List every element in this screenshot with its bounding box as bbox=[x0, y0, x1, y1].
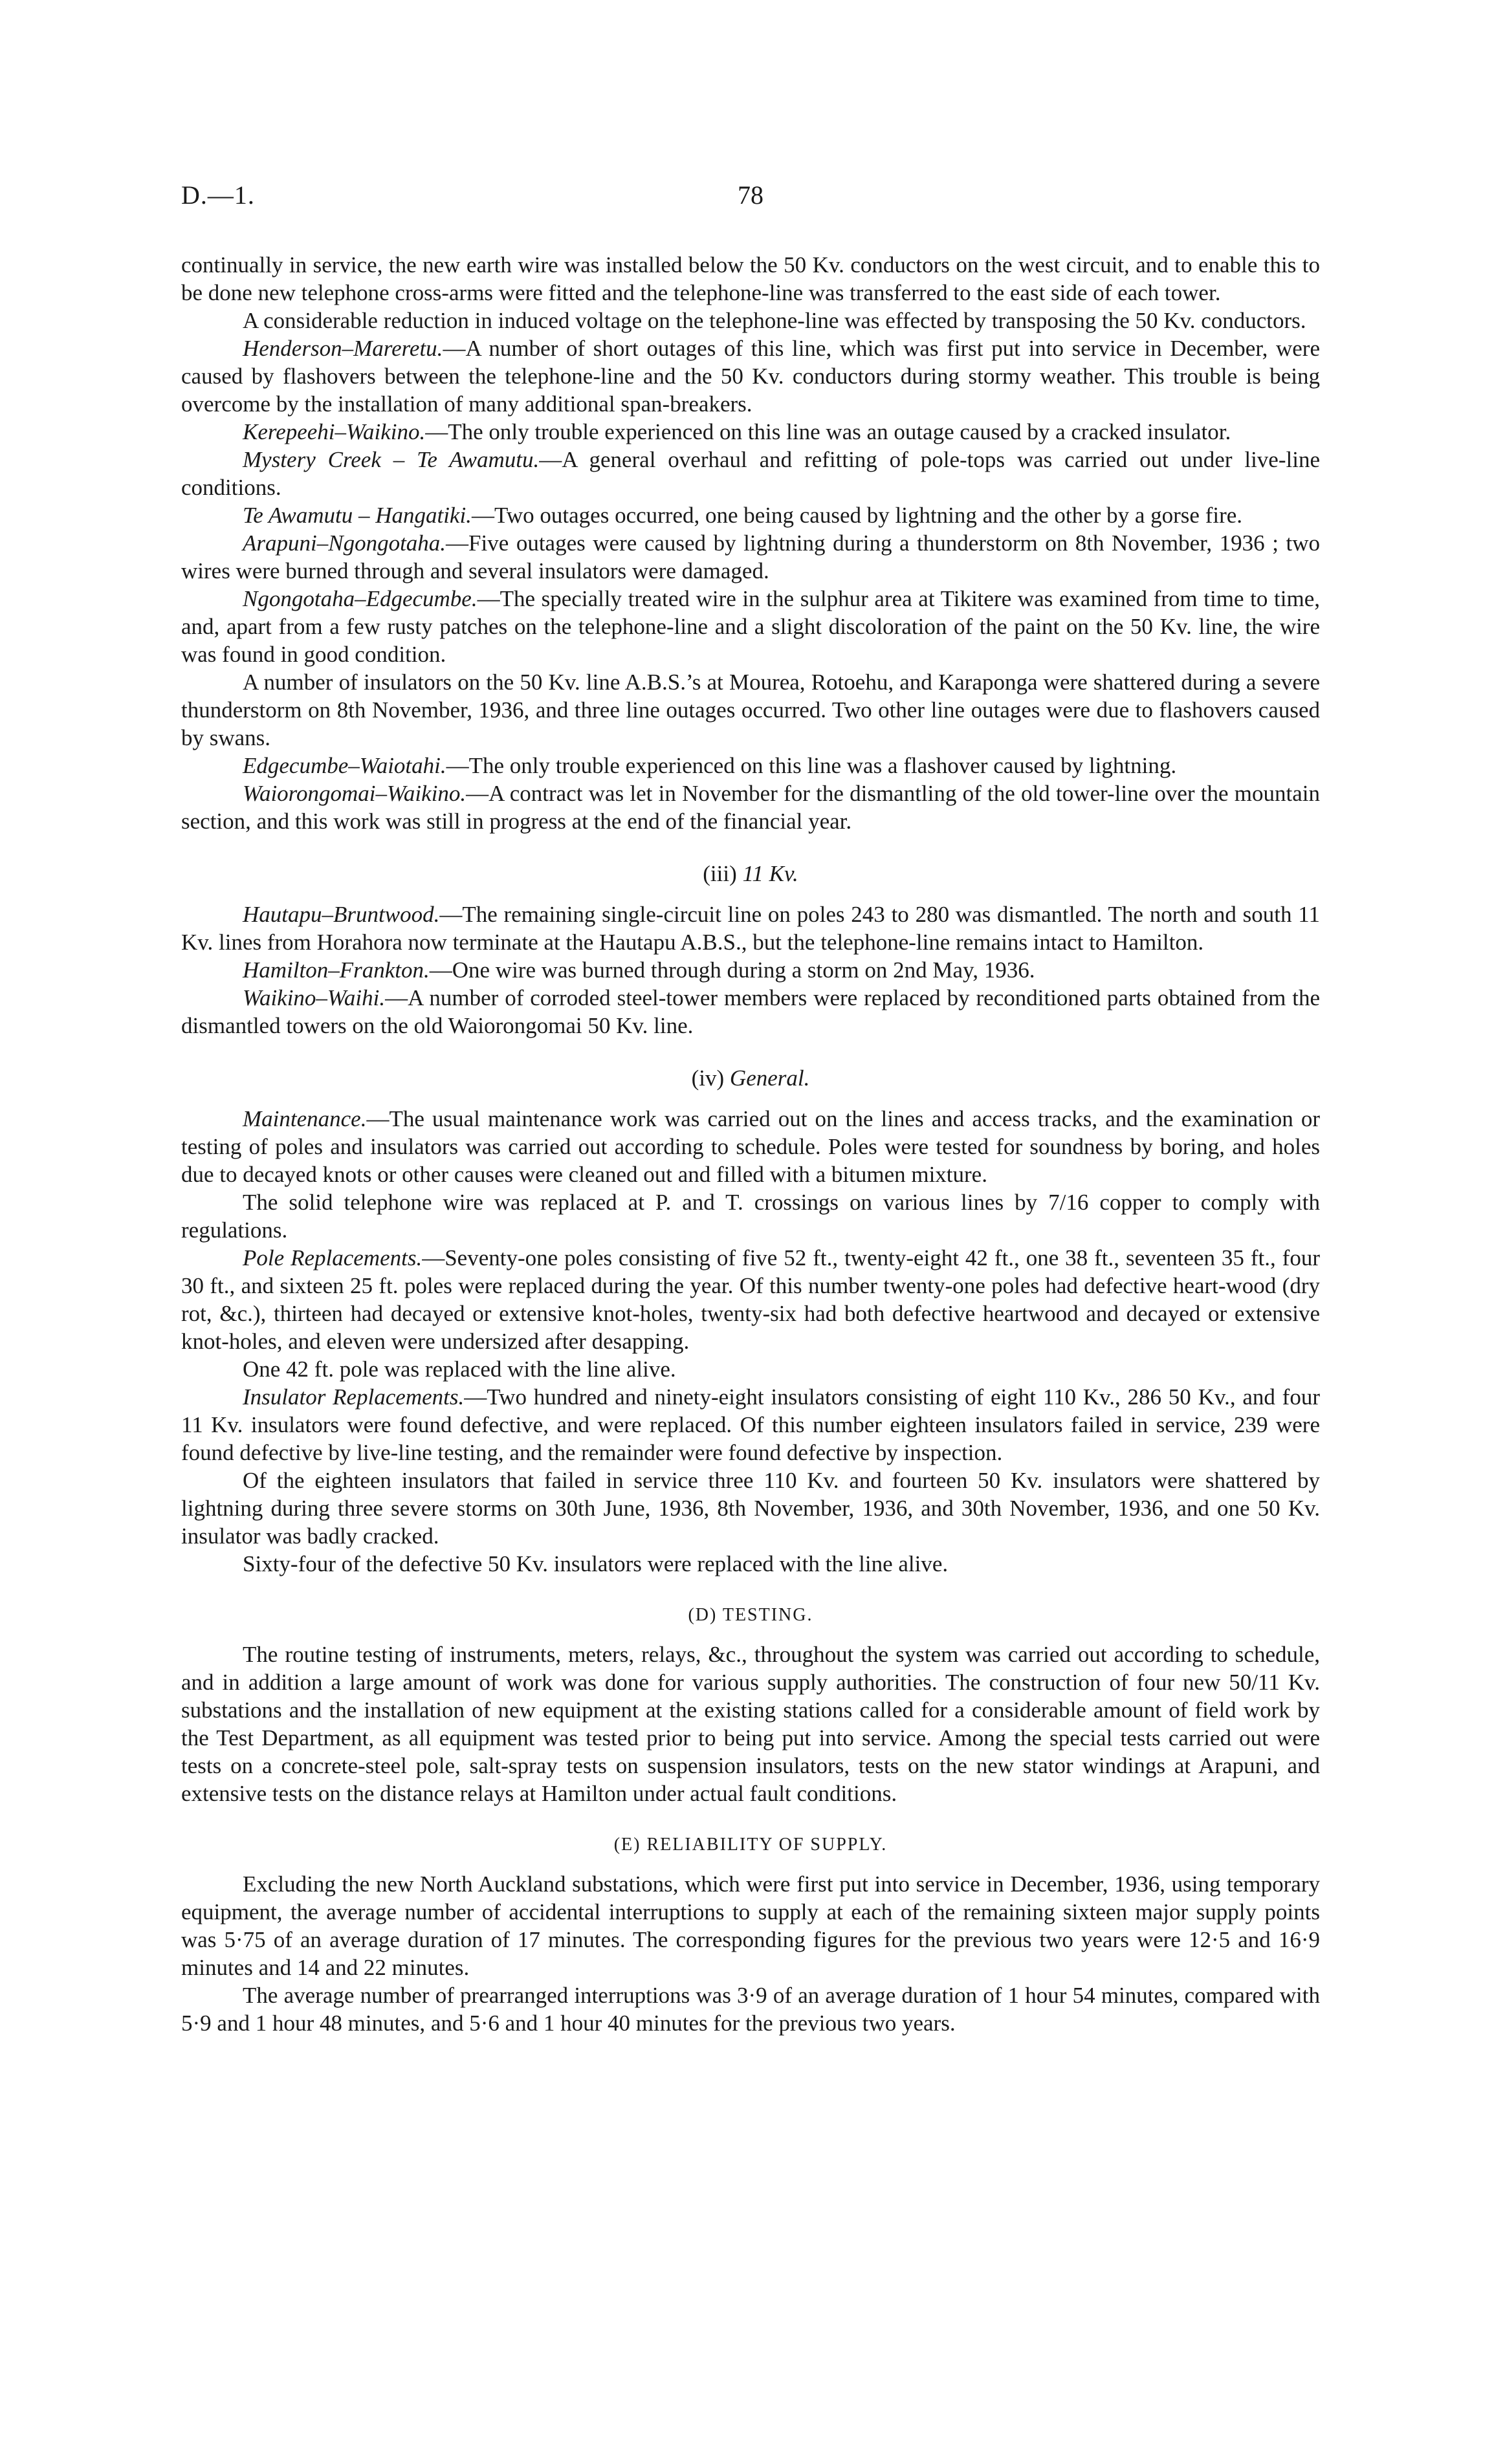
paragraph: The solid telephone wire was replaced at P. and T. crossings on various lines by 7/16 copper to comply with regulations. bbox=[181, 1190, 1320, 1243]
section-number: (iv) bbox=[691, 1065, 725, 1091]
paragraph: A number of insulators on the 50 Kv. line A.B.S.’s at Mourea, Rotoehu, and Karaponga were shattered during a severe thunderstorm on 8th November, 1936, and three line outages occurred. Two other line outages were due to flashovers caused by swans. bbox=[181, 670, 1320, 750]
line-title: Waiorongomai–Waikino. bbox=[243, 781, 467, 806]
line-text: —The remaining single-circuit line on poles 243 to 280 was dismantled. The north and south 11 Kv. lines from Horahora now terminate at the Hautapu A.B.S., but the telephone-line remains intact to Hamilton. bbox=[181, 902, 1320, 955]
section-heading-11kv bbox=[181, 860, 1320, 888]
page-header bbox=[181, 175, 1320, 226]
section-title: General. bbox=[729, 1065, 810, 1091]
paragraph: The average number of prearranged interruptions was 3·9 of an average duration of 1 hour 54 minutes, compared with 5·9 and 1 hour 48 minutes, and 5·6 and 1 hour 40 minutes for the previous two years. bbox=[181, 1983, 1320, 2036]
line-text: —The only trouble experienced on this line was a flashover caused by lightning. bbox=[446, 753, 1177, 778]
maintenance-paragraph bbox=[181, 1105, 1320, 1188]
line-entry bbox=[181, 780, 1320, 835]
line-entry bbox=[181, 529, 1320, 585]
line-text: —Five outages were caused by lightning during a thunderstorm on 8th November, 1936 ; two wires were burned through and several insulators were damaged. bbox=[181, 530, 1320, 583]
page-number: 78 bbox=[738, 180, 763, 210]
line-text: —One wire was burned through during a storm on 2nd May, 1936. bbox=[429, 957, 1035, 983]
paragraph: Sixty-four of the defective 50 Kv. insulators were replaced with the line alive. bbox=[243, 1551, 949, 1576]
line-text: —Two outages occurred, one being caused by lightning and the other by a gorse fire. bbox=[471, 503, 1243, 528]
line-title: Henderson–Mareretu. bbox=[243, 336, 443, 361]
section-heading-reliability: (E) RELIABILITY OF SUPPLY. bbox=[613, 1835, 888, 1855]
line-entry bbox=[181, 984, 1320, 1040]
line-text: —A general overhaul and refitting of pole-tops was carried out under live-line conditions. bbox=[181, 447, 1320, 500]
line-entry bbox=[181, 334, 1320, 418]
document-reference: D.—1. bbox=[181, 180, 255, 210]
line-title: Waikino–Waihi. bbox=[243, 985, 386, 1010]
paragraph: One 42 ft. pole was replaced with the line alive. bbox=[243, 1357, 676, 1382]
line-entry bbox=[181, 501, 1320, 529]
line-title: Hautapu–Bruntwood. bbox=[243, 902, 440, 927]
pole-title: Pole Replacements. bbox=[243, 1245, 423, 1270]
line-entry bbox=[181, 752, 1320, 780]
section-title: 11 Kv. bbox=[742, 861, 798, 886]
line-entry bbox=[181, 900, 1320, 956]
section-heading-general bbox=[181, 1064, 1320, 1092]
line-entry bbox=[181, 418, 1320, 446]
line-title: Kerepeehi–Waikino. bbox=[243, 419, 426, 444]
line-text: —The only trouble experienced on this line was an outage caused by a cracked insulator. bbox=[425, 419, 1231, 444]
paragraph: A considerable reduction in induced voltage on the telephone-line was effected by transposing the 50 Kv. conductors. bbox=[243, 308, 1306, 333]
line-entry bbox=[181, 585, 1320, 668]
line-text: —A contract was let in November for the dismantling of the old tower-line over the mountain section, and this work was still in progress at the end of the financial year. bbox=[181, 781, 1320, 834]
line-text: —The specially treated wire in the sulphur area at Tikitere was examined from time to time, and, apart from a few rusty patches on the telephone-line and a slight discoloration of the paint on the 50 Kv. line, the wire was found in good condition. bbox=[181, 586, 1320, 667]
pole-paragraph bbox=[181, 1244, 1320, 1355]
line-title: Ngongotaha–Edgecumbe. bbox=[243, 586, 478, 611]
line-text: —A number of corroded steel-tower members were replaced by reconditioned parts obtained from the dismantled towers on the old Waiorongomai 50 Kv. line. bbox=[181, 985, 1320, 1038]
document-page bbox=[181, 175, 1320, 2037]
section-heading-testing: (D) TESTING. bbox=[688, 1605, 813, 1625]
line-entry bbox=[181, 446, 1320, 501]
line-title: Mystery Creek – Te Awamutu. bbox=[243, 447, 540, 472]
line-text: —A number of short outages of this line, which was first put into service in December, were caused by flashovers between the telephone-line and the 50 Kv. conductors during stormy weather. This trouble is being overcome by the installation of many additional span-breakers. bbox=[181, 336, 1320, 417]
maintenance-text: —The usual maintenance work was carried out on the lines and access tracks, and the examination or testing of poles and insulators was carried out according to schedule. Poles were tested for soundness by boring, and holes due to decayed knots or other causes were cleaned out and filled with a bitumen mixture. bbox=[181, 1106, 1320, 1187]
insulator-title: Insulator Replacements. bbox=[243, 1384, 465, 1410]
paragraph: The routine testing of instruments, meters, relays, &c., throughout the system was carried out according to schedule, and in addition a large amount of work was done for various supply authorities. The construction of four new 50/11 Kv. substations and the installation of new equipment at the existing stations called for a considerable amount of field work by the Test Department, as all equipment was tested prior to being put into service. Among the special tests carried out were tests on a concrete-steel pole, salt-spray tests on suspension insulators, tests on the new stator windings at Arapuni, and extensive tests on the distance relays at Hamilton under actual fault conditions. bbox=[181, 1642, 1320, 1806]
insulator-text: —Two hundred and ninety-eight insulators consisting of eight 110 Kv., 286 50 Kv., and four 11 Kv. insulators were found defective, and were replaced. Of this number eighteen insulators failed in service, 239 were found defective by live-line testing, and the remainder were found defective by inspection. bbox=[181, 1384, 1320, 1465]
pole-text: —Seventy-one poles consisting of five 52 ft., twenty-eight 42 ft., one 38 ft., seventeen 35 ft., four 30 ft., and sixteen 25 ft. poles were replaced during the year. Of this number twenty-one poles had defective heart-wood (dry rot, &c.), thirteen had decayed or extensive knot-holes, twenty-six had both defective heartwood and decayed or extensive knot-holes, and eleven were undersized after desapping. bbox=[181, 1245, 1320, 1354]
line-title: Arapuni–Ngongotaha. bbox=[243, 530, 446, 556]
line-title: Hamilton–Frankton. bbox=[243, 957, 430, 983]
insulator-paragraph bbox=[181, 1383, 1320, 1466]
line-title: Te Awamutu – Hangatiki. bbox=[243, 503, 472, 528]
line-entry bbox=[181, 956, 1320, 984]
maintenance-title: Maintenance. bbox=[243, 1106, 367, 1131]
paragraph: continually in service, the new earth wire was installed below the 50 Kv. conductors on the west circuit, and to enable this to be done new telephone cross-arms were fitted and the telephone-line was transferred to the east side of each tower. bbox=[181, 252, 1320, 305]
paragraph: Excluding the new North Auckland substations, which were first put into service in December, 1936, using temporary equipment, the average number of accidental interruptions to supply at each of the remaining sixteen major supply points was 5·75 of an average duration of 17 minutes. The corresponding figures for the previous two years were 12·5 and 16·9 minutes and 14 and 22 minutes. bbox=[181, 1871, 1320, 1980]
section-number: (iii) bbox=[703, 861, 737, 886]
paragraph: Of the eighteen insulators that failed in service three 110 Kv. and fourteen 50 Kv. insulators were shattered by lightning during three severe storms on 30th June, 1936, 8th November, 1936, and 30th November, 1936, and one 50 Kv. insulator was badly cracked. bbox=[181, 1468, 1320, 1549]
line-title: Edgecumbe–Waiotahi. bbox=[243, 753, 446, 778]
